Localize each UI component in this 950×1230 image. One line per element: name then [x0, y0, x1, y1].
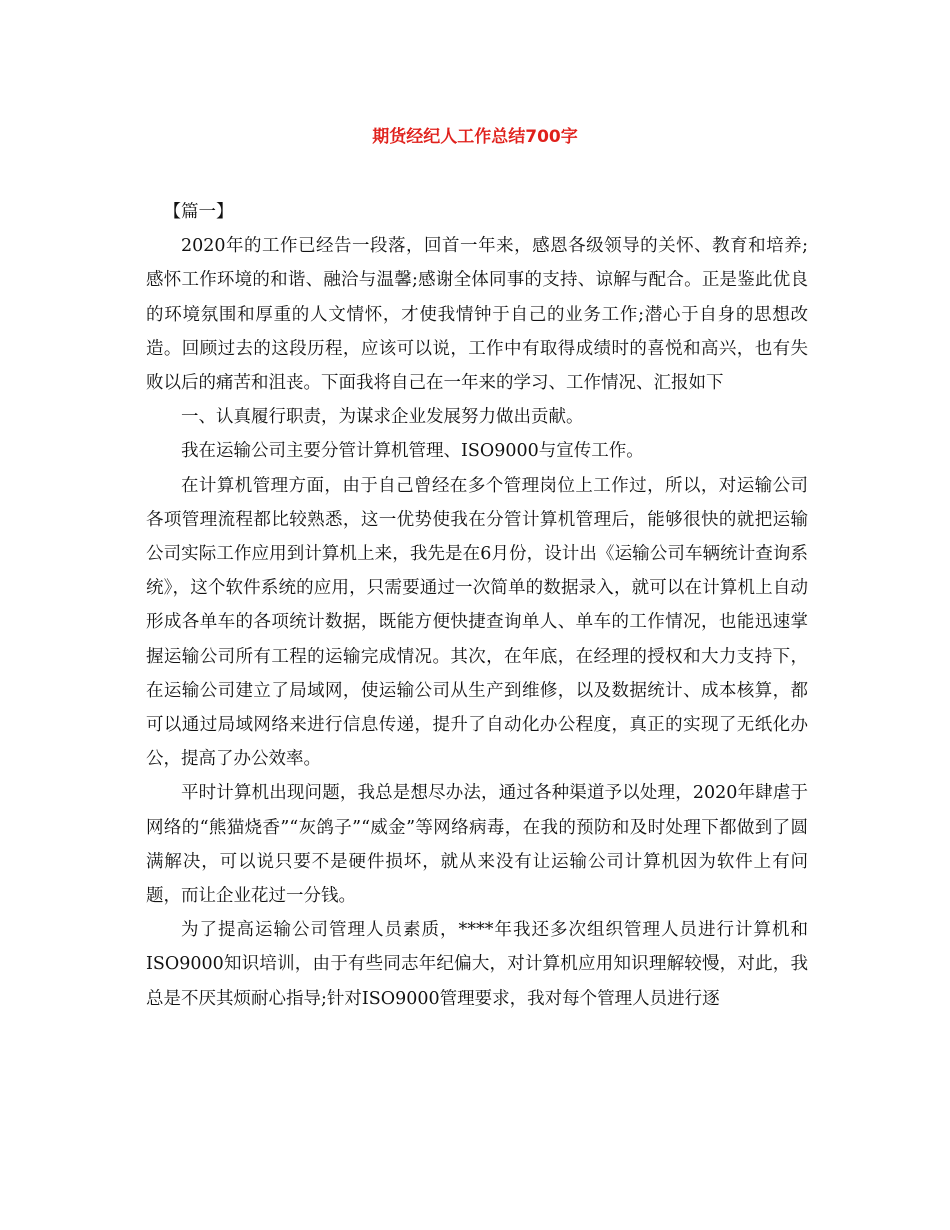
section-marker: 【篇一】 [163, 202, 234, 222]
paragraph-intro: 2020年的工作已经告一段落，回首一年来，感恩各级领导的关怀、教育和培养;感怀工作环境的和谐、融洽与温馨;感谢全体同事的支持、谅解与配合。正是鉴此优良的环境氛围和厚重的人文情怀，才使我情钟于自己的业务工作;潜心于自身的思想改造。回顾过去的这段历程，应该可以说，工作中有取得成绩时的喜悦和高兴，也有失败以后的痛苦和沮丧。下面我将自己在一年来的学习、工作情况、汇报如下 [146, 236, 808, 394]
paragraph-virus-handling: 平时计算机出现问题，我总是想尽办法，通过各种渠道予以处理，2020年肆虐于网络的“熊猫烧香”“灰鸽子”“威金”等网络病毒，在我的预防和及时处理下都做到了圆满解决，可以说只要不是硬件损坏，就从来没有让运输公司计算机因为软件上有问题，而让企业花过一分钱。 [146, 783, 808, 907]
paragraph-training: 为了提高运输公司管理人员素质，****年我还多次组织管理人员进行计算机和ISO9000知识培训，由于有些同志年纪偏大，对计算机应用知识理解较慢，对此，我总是不厌其烦耐心指导;针对ISO9000管理要求，我对每个管理人员进行逐 [146, 920, 808, 1009]
document-title: 期货经纪人工作总结700字 [372, 127, 578, 147]
document-body [146, 195, 808, 1016]
paragraph-responsibilities: 我在运输公司主要分管计算机管理、ISO9000与宣传工作。 [181, 441, 644, 462]
section-heading: 一、认真履行职责，为谋求企业发展努力做出贡献。 [181, 407, 584, 428]
paragraph-computer-management: 在计算机管理方面，由于自己曾经在多个管理岗位上工作过，所以，对运输公司各项管理流程都比较熟悉，这一优势使我在分管计算机管理后，能够很快的就把运输公司实际工作应用到计算机上来，我先是在6月份，设计出《运输公司车辆统计查询系统》，这个软件系统的应用，只需要通过一次简单的数据录入，就可以在计算机上自动形成各单车的各项统计数据，既能方便快捷查询单人、单车的工作情况，也能迅速掌握运输公司所有工程的运输完成情况。其次，在年底，在经理的授权和大力支持下，在运输公司建立了局域网，使运输公司从生产到维修，以及数据统计、成本核算，都可以通过局域网络来进行信息传递，提升了自动化办公程度，真正的实现了无纸化办公，提高了办公效率。 [146, 475, 808, 770]
